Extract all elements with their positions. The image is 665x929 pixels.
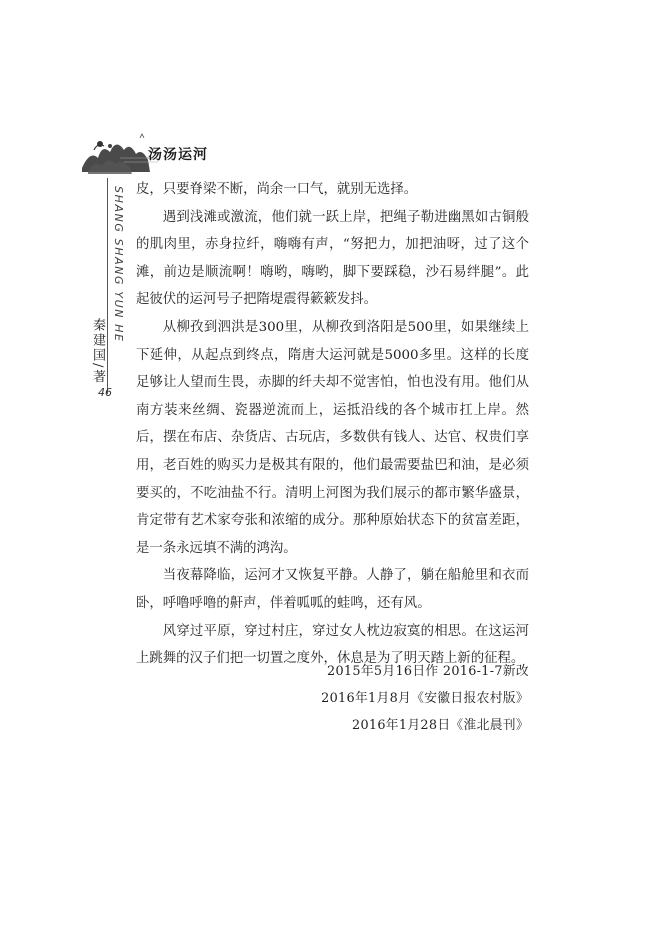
header-title: 汤汤运河: [148, 147, 208, 163]
date-line: 2016年1月8月《安徽日报农村版》: [321, 691, 529, 706]
paragraph: 风穿过平原，穿过村庄，穿过女人枕边寂寞的相思。在这运河上跳舞的汉子们把一切置之度外，休息是为了明天踏上新的征程。: [136, 623, 529, 667]
date-line: 2016年1月28日《淮北晨刊》: [352, 718, 529, 733]
date-line: 2015年5月16日作 2016-1-7新改: [327, 664, 529, 679]
paragraph: 皮，只要脊梁不断，尚余一口气，就别无选择。: [136, 182, 418, 197]
paragraph: 从柳孜到泗洪是300里，从柳孜到洛阳是500里，如果继续上下延伸，从起点到终点，隋唐大运河就是5000多里。这样的长度足够让人望而生畏，赤脚的纤夫却不觉害怕，怕也没有用。他们从南方装来丝绸、瓷器逆流而上，运抵沿线的各个城市扛上岸。然后，摆在布店、杂货店、古玩店，多数供有钱人、达官、权贵们享用，老百姓的购买力是极其有限的，他们最需要盐巴和油，是必须要买的，不吃油盐不行。清明上河图为我们展示的都市繁华盛景，肯定带有艺术家夸张和浓缩的成分。那种原始状态下的贫富差距，是一条永远填不满的鸿沟。: [136, 319, 529, 556]
sidebar-divider: [107, 178, 108, 394]
page-number: 46: [98, 386, 112, 399]
body-text: [136, 176, 529, 673]
publication-dates: [136, 658, 529, 739]
sidebar-pinyin-title: SHANG SHANG YUN HE: [112, 186, 125, 343]
paragraph: 当夜幕降临，运河才又恢复平静。人静了，躺在船舱里和衣而卧，呼噜呼噜的鼾声，伴着呱呱的蛙鸣，还有风。: [136, 568, 529, 611]
sidebar-author: 秦建国/著: [90, 318, 105, 385]
page-header: [80, 128, 240, 178]
paragraph: 遇到浅滩或激流，他们就一跃上岸，把绳子勒进幽黑如古铜般的肌肉里，赤身拉纤，嗨嗨有声，“努把力，加把油呀，过了这个滩，前边是顺流啊！嗨哟，嗨哟，脚下要踩稳，沙石易绊腿”。此起彼伏的运河号子把隋堤震得簌簌发抖。: [136, 209, 529, 308]
